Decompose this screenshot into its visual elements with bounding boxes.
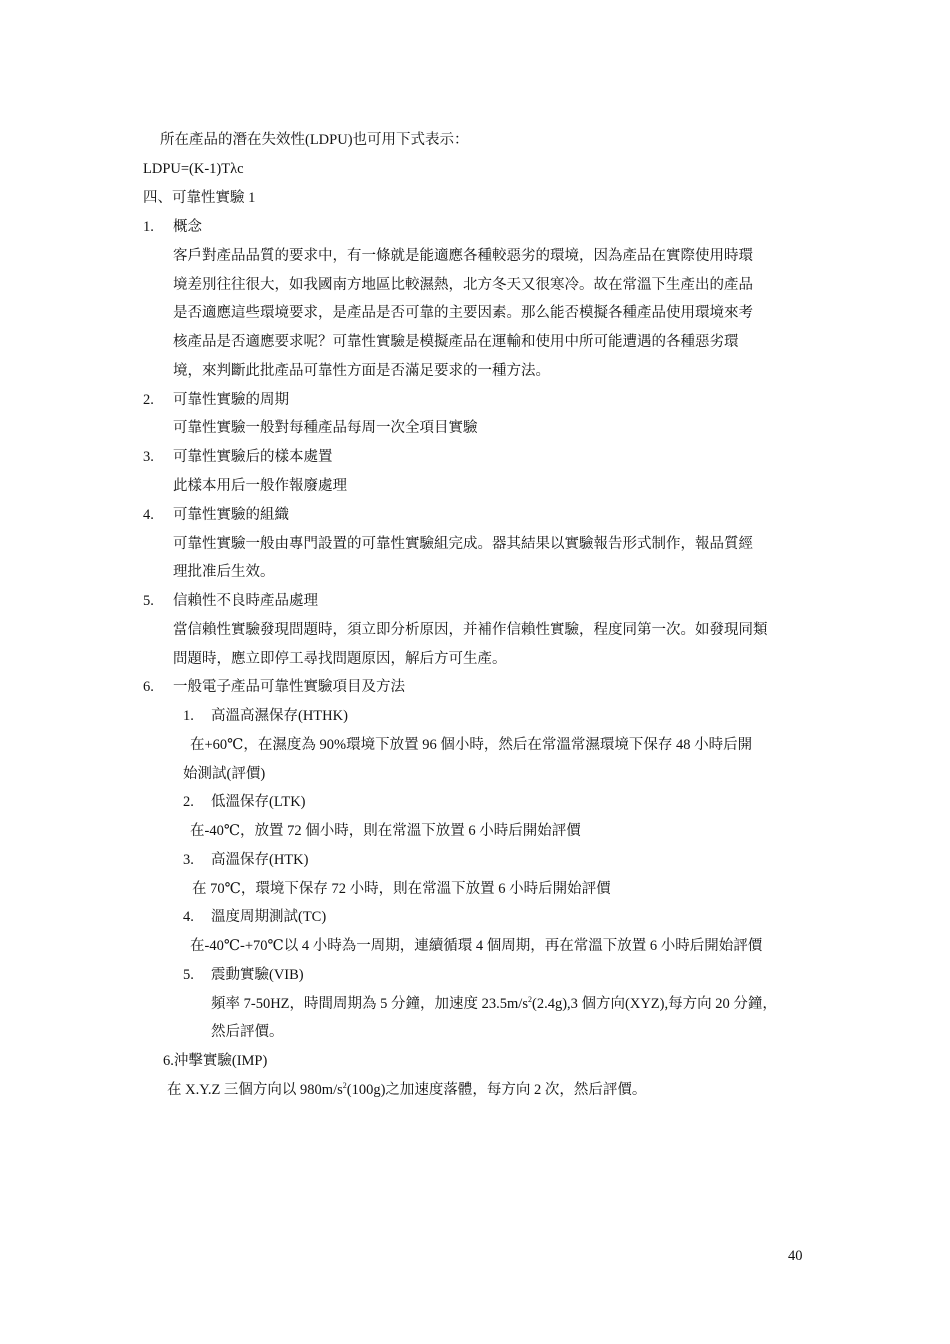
test-number: 1. <box>183 708 194 724</box>
item-body-line: 境，來判斷此批產品可靠性方面是否滿足要求的一種方法。 <box>173 363 550 379</box>
item-title: 可靠性實驗的組織 <box>173 507 289 523</box>
item-body-line: 可靠性實驗一般對每種產品每周一次全項目實驗 <box>173 420 478 436</box>
page-number: 40 <box>788 1248 803 1264</box>
item-title: 可靠性實驗后的樣本處置 <box>173 449 333 465</box>
item-number: 4. <box>143 507 154 523</box>
item-title: 信賴性不良時產品處理 <box>173 593 318 609</box>
test-body-line: 然后評價。 <box>211 1024 284 1040</box>
test-body-line: 在-40℃，放置 72 個小時，則在常溫下放置 6 小時后開始評價 <box>190 823 581 839</box>
item-body-line: 問題時，應立即停工尋找問題原因，解后方可生產。 <box>173 651 507 667</box>
test-number: 5. <box>183 967 194 983</box>
impact-body-line: 在 X.Y.Z 三個方向以 $980m/s^2(100g)$之加速度落體，每方向 2 次，然后評價。 <box>167 1081 647 1098</box>
item-number: 1. <box>143 219 154 235</box>
item-number: 2. <box>143 392 154 408</box>
test-title: 震動實驗(VIB) <box>211 967 304 983</box>
test-body-line: 在 70℃，環境下保存 72 小時，則在常溫下放置 6 小時后開始評價 <box>192 881 611 897</box>
test-title: 高溫高濕保存(HTHK) <box>211 708 348 724</box>
item-title: 概念 <box>173 219 202 235</box>
item-body-line: 是否適應這些環境要求，是產品是否可靠的主要因素。那么能否模擬各種產品使用環境來考 <box>173 305 753 321</box>
test-number: 2. <box>183 794 194 810</box>
item-title: 一般電子產品可靠性實驗項目及方法 <box>173 679 405 695</box>
item-body-line: 境差別往往很大，如我國南方地區比較濕熱，北方冬天又很寒冷。故在常溫下生產出的產品 <box>173 277 753 293</box>
test-number: 4. <box>183 909 194 925</box>
impact-title: 6.沖擊實驗(IMP) <box>163 1053 268 1069</box>
test-body-line: 在-40℃-+70℃以 4 小時為一周期，連續循環 4 個周期，再在常溫下放置 6 小時后開始評價 <box>190 938 763 954</box>
item-body-line: 核產品是否適應要求呢？可靠性實驗是模擬產品在運輸和使用中所可能遭遇的各種惡劣環 <box>173 334 739 350</box>
test-number: 3. <box>183 852 194 868</box>
test-title: 高溫保存(HTK) <box>211 852 309 868</box>
item-body-line: 此樣本用后一般作報廢處理 <box>173 478 347 494</box>
test-body-line: 頻率 7-50HZ，時間周期為 5 分鐘，加速度 $23.5m/s^2(2.4g),3$ 個方向(XYZ),每方向 20 分鐘， <box>211 995 777 1012</box>
section-heading: 四、可靠性實驗 1 <box>143 190 256 206</box>
item-body-line: 可靠性實驗一般由專門設置的可靠性實驗組完成。器其結果以實驗報告形式制作，報品質經 <box>173 536 753 552</box>
test-body-line: 始測試(評價) <box>183 766 266 782</box>
item-number: 5. <box>143 593 154 609</box>
item-number: 3. <box>143 449 154 465</box>
item-body-line: 當信賴性實驗發現問題時，須立即分析原因，并補作信賴性實驗，程度同第一次。如發現同類 <box>173 622 768 638</box>
ldpu-formula: LDPU=(K-1)Tλc <box>143 161 244 177</box>
test-title: 溫度周期測試(TC) <box>211 909 327 925</box>
test-title: 低溫保存(LTK) <box>211 794 306 810</box>
item-body-line: 理批准后生效。 <box>173 564 275 580</box>
intro-line: 所在產品的潛在失效性(LDPU)也可用下式表示： <box>160 132 469 148</box>
test-body-line: 在+60℃，在濕度為 90%環境下放置 96 個小時，然后在常溫常濕環境下保存 48 小時后開 <box>190 737 753 753</box>
item-number: 6. <box>143 679 154 695</box>
item-title: 可靠性實驗的周期 <box>173 392 289 408</box>
item-body-line: 客戶對產品品質的要求中，有一條就是能適應各種較惡劣的環境，因為產品在實際使用時環 <box>173 248 753 264</box>
